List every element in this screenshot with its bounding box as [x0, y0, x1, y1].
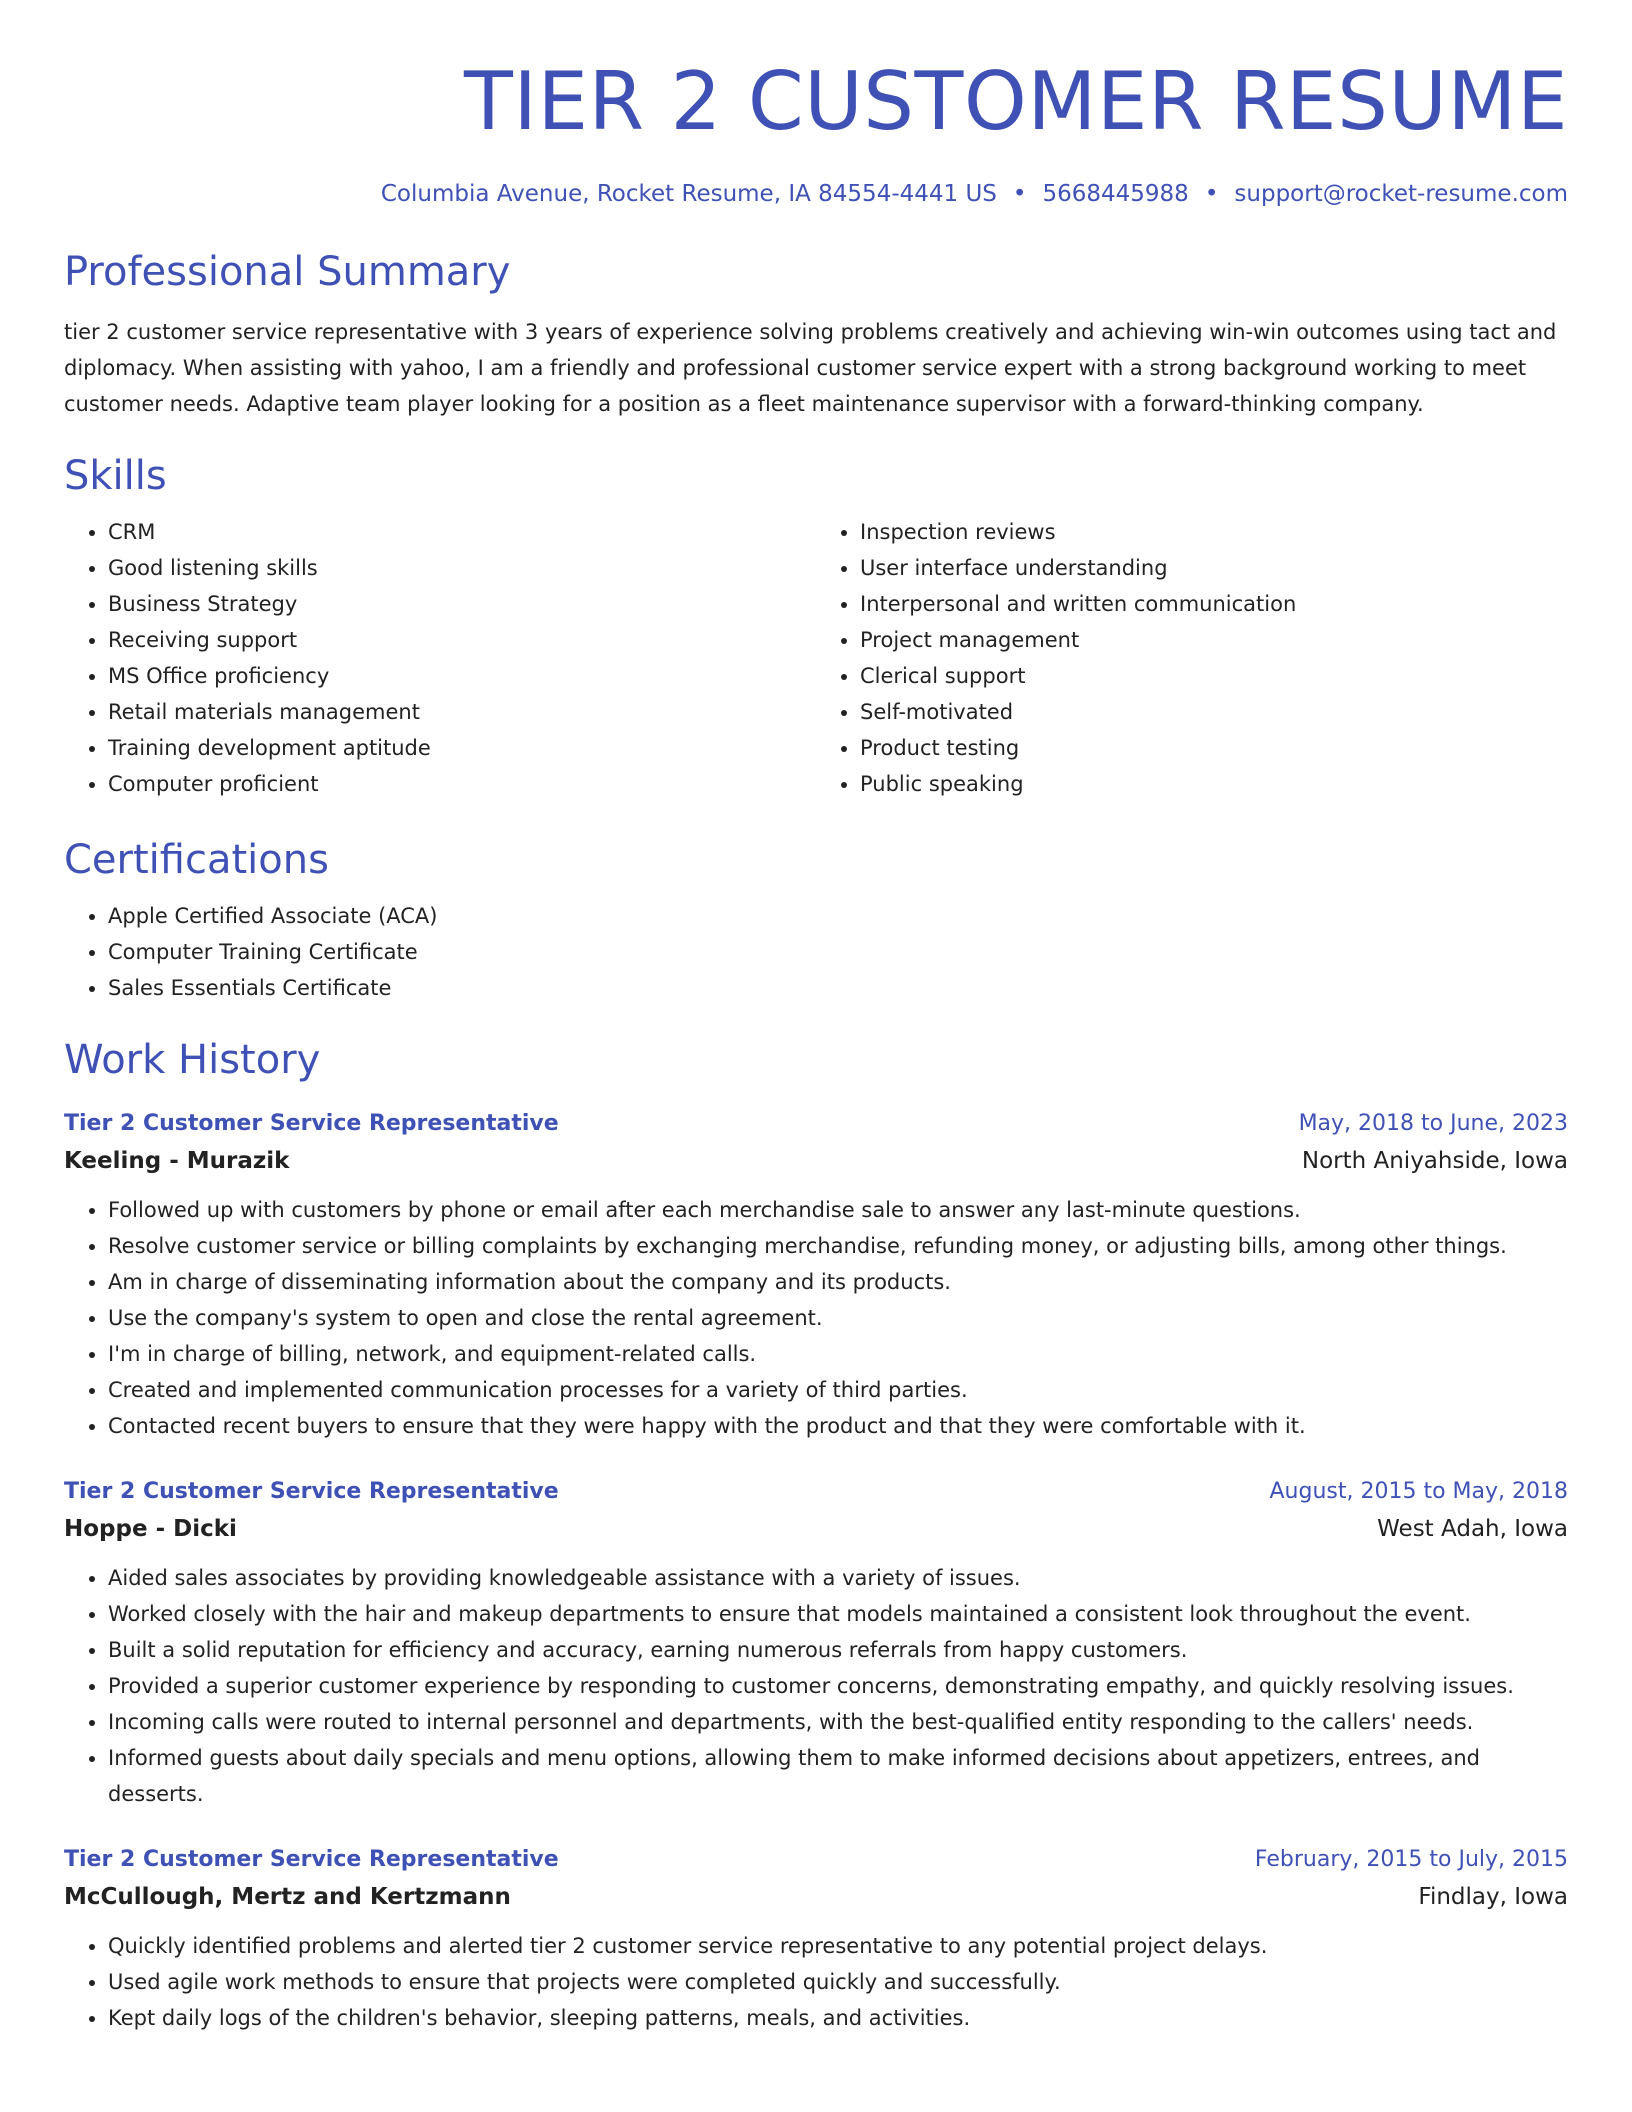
skill-item: • CRM [108, 514, 816, 550]
job-bullet: • Aided sales associates by providing knowledgeable assistance with a variety of issues. [108, 1560, 1568, 1596]
job-entry [64, 1842, 1568, 2036]
section-heading-summary: Professional Summary [64, 249, 511, 295]
job-bullet: • Created and implemented communication processes for a variety of third parties. [108, 1372, 1568, 1408]
section-heading-work-history: Work History [64, 1037, 321, 1083]
job-bullets [64, 1928, 1568, 2036]
job-entry [64, 1474, 1568, 1812]
contact-email: support@rocket-resume.com [1234, 181, 1568, 207]
skill-item: • Computer proficient [108, 766, 816, 802]
skills-list-right [816, 514, 1568, 802]
skill-item: • Good listening skills [108, 550, 816, 586]
job-company-row [64, 1142, 1568, 1180]
contact-address: Columbia Avenue, Rocket Resume, IA 84554-4441 US [380, 181, 997, 207]
job-bullet: • Informed guests about daily specials and menu options, allowing them to make informed decisions about appetizers, entrees, and desserts. [108, 1740, 1568, 1812]
contact-phone: 5668445988 [1042, 181, 1189, 207]
job-company-row [64, 1510, 1568, 1548]
job-dates: August, 2015 to May, 2018 [1269, 1479, 1568, 1504]
separator-dot: • [1204, 181, 1219, 207]
certifications-list [64, 898, 1568, 1006]
skill-item: • Business Strategy [108, 586, 816, 622]
job-header-row [64, 1842, 1568, 1878]
section-heading-skills: Skills [64, 453, 167, 499]
job-title: Tier 2 Customer Service Representative [64, 1111, 559, 1136]
job-company-row [64, 1878, 1568, 1916]
certification-item: • Apple Certified Associate (ACA) [108, 898, 1568, 934]
skill-item: • Retail materials management [108, 694, 816, 730]
job-title: Tier 2 Customer Service Representative [64, 1479, 559, 1504]
job-location: Findlay, Iowa [1418, 1884, 1568, 1910]
job-company: Keeling - Murazik [64, 1148, 290, 1174]
contact-line [64, 178, 1568, 210]
certification-item: • Computer Training Certificate [108, 934, 1568, 970]
job-bullet: • Resolve customer service or billing complaints by exchanging merchandise, refunding money, or adjusting bills, among other things. [108, 1228, 1568, 1264]
skills-grid [64, 514, 1568, 802]
job-bullet: • Am in charge of disseminating information about the company and its products. [108, 1264, 1568, 1300]
skill-item: • User interface understanding [860, 550, 1568, 586]
skill-item: • Clerical support [860, 658, 1568, 694]
job-entry [64, 1106, 1568, 1444]
job-bullet: • Provided a superior customer experience by responding to customer concerns, demonstrating empathy, and quickly resolving issues. [108, 1668, 1568, 1704]
job-bullet: • Built a solid reputation for efficiency and accuracy, earning numerous referrals from happy customers. [108, 1632, 1568, 1668]
summary-text: tier 2 customer service representative with 3 years of experience solving problems creatively and achieving win-win outcomes using tact and diplomacy. When assisting with yahoo, I am a friendly and professional customer service expert with a strong background working to meet customer needs. Adaptive team player looking for a position as a fleet maintenance supervisor with a forward-thinking company. [64, 320, 1557, 416]
skill-item: • Training development aptitude [108, 730, 816, 766]
skill-item: • Product testing [860, 730, 1568, 766]
job-company: Hoppe - Dicki [64, 1516, 237, 1542]
section-heading-certifications: Certifications [64, 837, 329, 883]
skills-list-left [64, 514, 816, 802]
job-bullet: • Incoming calls were routed to internal personnel and departments, with the best-qualified entity responding to the callers' needs. [108, 1704, 1568, 1740]
job-bullet: • Used agile work methods to ensure that projects were completed quickly and successfully. [108, 1964, 1568, 2000]
job-bullet: • Followed up with customers by phone or email after each merchandise sale to answer any last-minute questions. [108, 1192, 1568, 1228]
job-company: McCullough, Mertz and Kertzmann [64, 1884, 511, 1910]
job-bullets [64, 1192, 1568, 1444]
job-location: West Adah, Iowa [1377, 1516, 1568, 1542]
job-header-row [64, 1106, 1568, 1142]
skill-item: • Self-motivated [860, 694, 1568, 730]
job-location: North Aniyahside, Iowa [1301, 1148, 1568, 1174]
job-dates: February, 2015 to July, 2015 [1254, 1847, 1568, 1872]
skill-item: • Receiving support [108, 622, 816, 658]
job-header-row [64, 1474, 1568, 1510]
resume-title: TIER 2 CUSTOMER RESUME [463, 55, 1568, 148]
job-bullet: • Quickly identified problems and alerted tier 2 customer service representative to any potential project delays. [108, 1928, 1568, 1964]
job-bullet: • Worked closely with the hair and makeup departments to ensure that models maintained a consistent look throughout the event. [108, 1596, 1568, 1632]
job-bullet: • Use the company's system to open and close the rental agreement. [108, 1300, 1568, 1336]
job-dates: May, 2018 to June, 2023 [1298, 1111, 1568, 1136]
job-bullets [64, 1560, 1568, 1812]
job-bullet: • I'm in charge of billing, network, and equipment-related calls. [108, 1336, 1568, 1372]
skill-item: • Inspection reviews [860, 514, 1568, 550]
job-bullet: • Contacted recent buyers to ensure that they were happy with the product and that they were comfortable with it. [108, 1408, 1568, 1444]
certification-item: • Sales Essentials Certificate [108, 970, 1568, 1006]
skill-item: • Project management [860, 622, 1568, 658]
separator-dot: • [1012, 181, 1027, 207]
job-title: Tier 2 Customer Service Representative [64, 1847, 559, 1872]
skill-item: • Public speaking [860, 766, 1568, 802]
job-bullet: • Kept daily logs of the children's behavior, sleeping patterns, meals, and activities. [108, 2000, 1568, 2036]
skill-item: • Interpersonal and written communication [860, 586, 1568, 622]
skill-item: • MS Office proficiency [108, 658, 816, 694]
